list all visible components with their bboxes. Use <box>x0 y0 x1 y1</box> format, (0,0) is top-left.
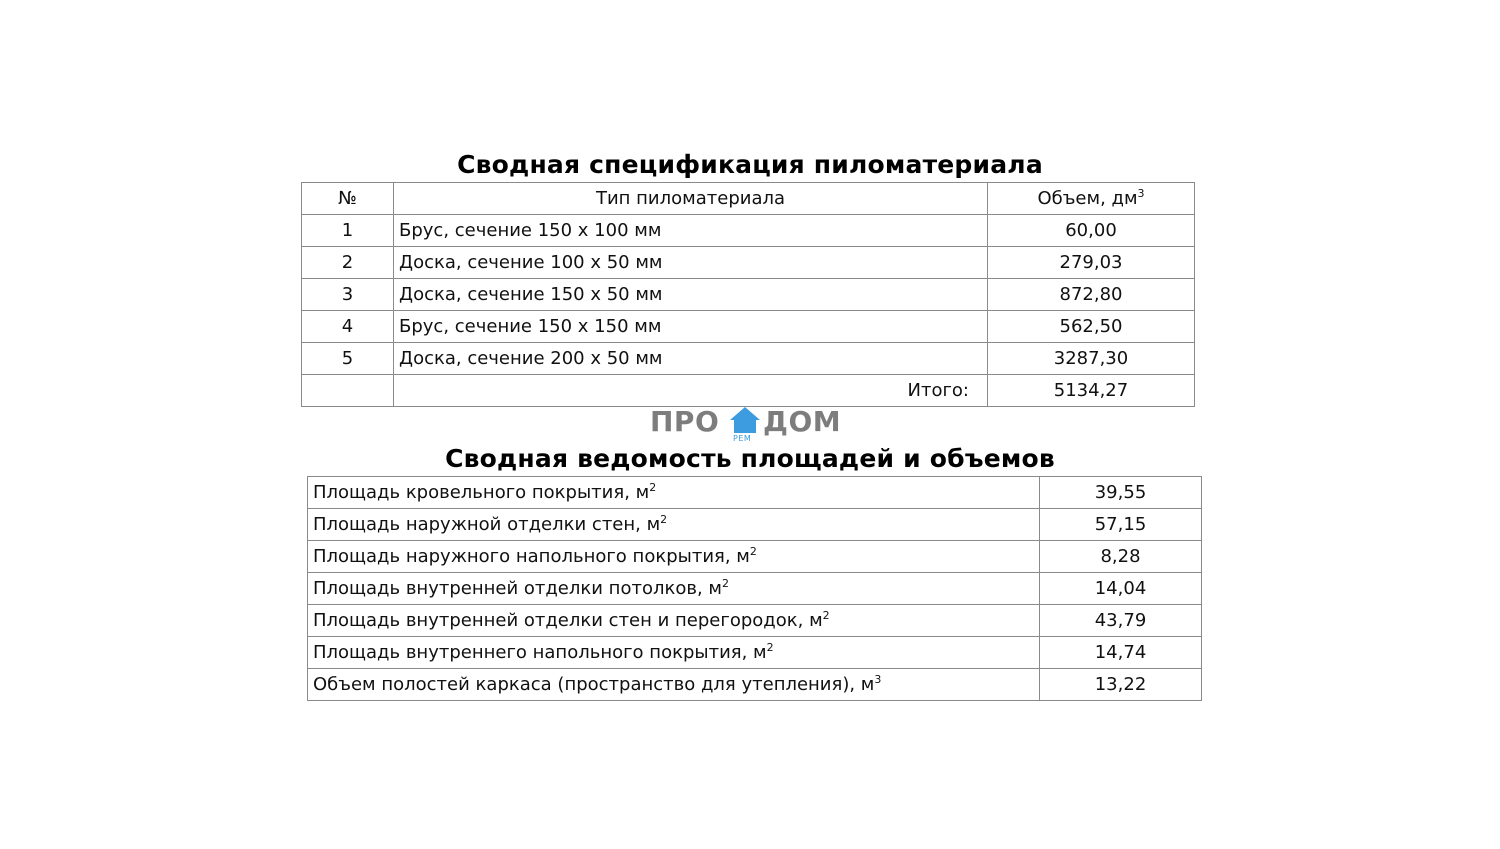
header-volume-label: Объем, дм <box>1037 188 1138 209</box>
row-value: 14,74 <box>1040 637 1202 669</box>
row-unit-superscript: 2 <box>649 481 657 494</box>
row-name <box>308 541 1040 573</box>
row-num: 1 <box>302 215 394 247</box>
row-unit-superscript: 2 <box>766 641 774 654</box>
row-value: 43,79 <box>1040 605 1202 637</box>
row-unit-superscript: 2 <box>721 577 729 590</box>
row-name-text: Площадь внутреннего напольного покрытия, м <box>313 642 767 663</box>
row-value: 39,55 <box>1040 477 1202 509</box>
spec-table-title: Сводная спецификация пиломатериала <box>457 150 1043 179</box>
row-name-text: Площадь внутренней отделки стен и перегородок, м <box>313 610 823 631</box>
table-row <box>302 343 1195 375</box>
row-value: 13,22 <box>1040 669 1202 701</box>
table-header-row <box>302 183 1195 215</box>
table-row <box>308 605 1202 637</box>
row-volume: 562,50 <box>988 311 1195 343</box>
row-lumber-type: Доска, сечение 100 х 50 мм <box>394 247 988 279</box>
row-num: 2 <box>302 247 394 279</box>
row-name <box>308 509 1040 541</box>
header-lumber-type: Тип пиломатериала <box>394 183 988 215</box>
row-num: 3 <box>302 279 394 311</box>
areas-table-title: Сводная ведомость площадей и объемов <box>445 444 1055 473</box>
row-unit-superscript: 2 <box>749 545 757 558</box>
table-row <box>308 669 1202 701</box>
house-icon <box>729 405 761 437</box>
row-name <box>308 637 1040 669</box>
header-volume-superscript: 3 <box>1137 187 1145 200</box>
logo-text-small: РЕМ <box>733 434 752 443</box>
row-name <box>308 573 1040 605</box>
table-row <box>308 541 1202 573</box>
table-row <box>302 279 1195 311</box>
total-empty-cell <box>302 375 394 407</box>
header-volume <box>988 183 1195 215</box>
row-unit-superscript: 3 <box>874 673 882 686</box>
areas-volumes-table <box>307 476 1202 701</box>
table-row <box>308 573 1202 605</box>
table-row <box>308 637 1202 669</box>
total-value: 5134,27 <box>988 375 1195 407</box>
prodom-logo <box>650 405 850 445</box>
total-row <box>302 375 1195 407</box>
row-name-text: Площадь внутренней отделки потолков, м <box>313 578 722 599</box>
row-volume: 279,03 <box>988 247 1195 279</box>
row-unit-superscript: 2 <box>660 513 668 526</box>
row-num: 5 <box>302 343 394 375</box>
logo-text-left: ПРО <box>650 405 720 438</box>
table-row <box>302 247 1195 279</box>
row-value: 57,15 <box>1040 509 1202 541</box>
logo-text-right: ДОМ <box>763 405 842 438</box>
row-name-text: Площадь наружной отделки стен, м <box>313 514 661 535</box>
table-row <box>308 509 1202 541</box>
row-volume: 60,00 <box>988 215 1195 247</box>
row-unit-superscript: 2 <box>822 609 830 622</box>
row-name <box>308 477 1040 509</box>
table-row <box>302 311 1195 343</box>
row-name-text: Площадь наружного напольного покрытия, м <box>313 546 750 567</box>
row-name-text: Площадь кровельного покрытия, м <box>313 482 650 503</box>
lumber-spec-table <box>301 182 1195 407</box>
row-value: 14,04 <box>1040 573 1202 605</box>
row-name-text: Объем полостей каркаса (пространство для утепления), м <box>313 674 875 695</box>
total-label: Итого: <box>394 375 988 407</box>
row-name <box>308 605 1040 637</box>
row-volume: 3287,30 <box>988 343 1195 375</box>
row-volume: 872,80 <box>988 279 1195 311</box>
row-value: 8,28 <box>1040 541 1202 573</box>
row-lumber-type: Брус, сечение 150 х 100 мм <box>394 215 988 247</box>
row-lumber-type: Брус, сечение 150 х 150 мм <box>394 311 988 343</box>
row-name <box>308 669 1040 701</box>
table-row <box>308 477 1202 509</box>
row-lumber-type: Доска, сечение 200 х 50 мм <box>394 343 988 375</box>
header-num: № <box>302 183 394 215</box>
row-num: 4 <box>302 311 394 343</box>
row-lumber-type: Доска, сечение 150 х 50 мм <box>394 279 988 311</box>
table-row <box>302 215 1195 247</box>
